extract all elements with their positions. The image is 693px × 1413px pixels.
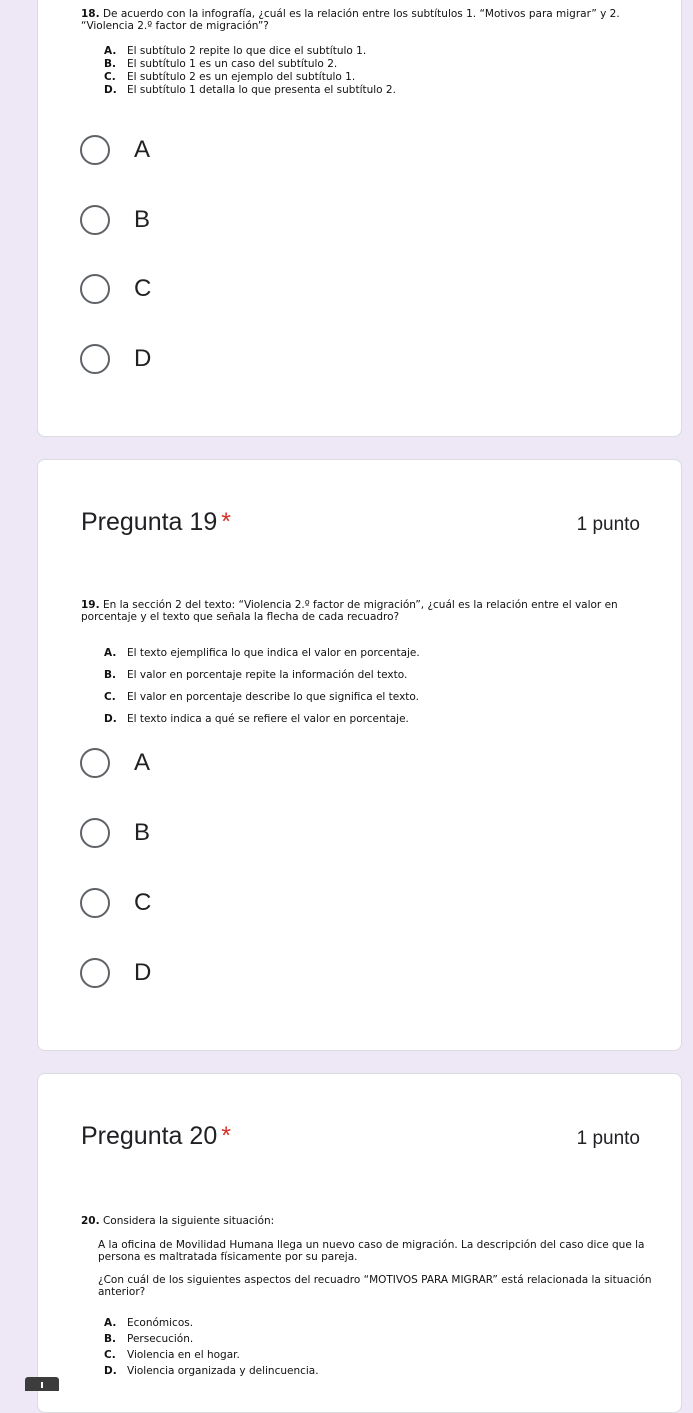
radio-button[interactable] bbox=[80, 748, 110, 778]
statement-d: D. El texto indica a qué se refiere el valor en porcentaje. bbox=[104, 713, 409, 725]
statement-a: A. El texto ejemplifica lo que indica el valor en porcentaje. bbox=[104, 647, 420, 659]
choice-label: C bbox=[134, 889, 152, 916]
radio-button[interactable] bbox=[80, 274, 110, 304]
question-19-points: 1 punto bbox=[576, 514, 640, 535]
question-20-question: ¿Con cuál de los siguientes aspectos del recuadro “MOTIVOS PARA MIGRAR” está relacionada la situación anterior? bbox=[98, 1274, 652, 1298]
question-20-card bbox=[37, 1073, 682, 1413]
q18-choice-b[interactable] bbox=[80, 205, 150, 235]
statement-d: D. Violencia organizada y delincuencia. bbox=[104, 1365, 319, 1377]
question-20-situation: A la oficina de Movilidad Humana llega un nuevo caso de migración. La descripción del caso dice que la persona es maltratada físicamente por su pareja. bbox=[98, 1239, 645, 1263]
statement-c: C. El subtítulo 2 es un ejemplo del subtítulo 1. bbox=[104, 71, 356, 83]
statement-b: B. El valor en porcentaje repite la información del texto. bbox=[104, 669, 408, 681]
choice-label: A bbox=[134, 136, 151, 163]
question-20-title: Pregunta 20 * bbox=[81, 1122, 231, 1150]
bottom-toolbar-handle[interactable] bbox=[25, 1377, 59, 1391]
q19-choice-a[interactable] bbox=[80, 748, 150, 778]
statement-b: B. Persecución. bbox=[104, 1333, 194, 1345]
radio-button[interactable] bbox=[80, 958, 110, 988]
choice-label: C bbox=[134, 275, 152, 302]
question-18-prompt: De acuerdo con la infografía, ¿cuál es la relación entre los subtítulos 1. “Motivos para migrar” y 2. “Violencia 2.º factor de migración”? bbox=[81, 8, 620, 32]
q18-choice-d[interactable] bbox=[80, 344, 151, 374]
q18-choice-c[interactable] bbox=[80, 274, 151, 304]
question-19-title: Pregunta 19 * bbox=[81, 508, 231, 536]
question-19-statements bbox=[104, 642, 420, 730]
choice-label: D bbox=[134, 959, 152, 986]
question-20-prompt: Considera la siguiente situación: bbox=[102, 1215, 275, 1227]
statement-c: C. El valor en porcentaje describe lo que significa el texto. bbox=[104, 691, 419, 703]
question-19-card bbox=[37, 459, 682, 1051]
question-18-text bbox=[81, 8, 671, 32]
question-20-text bbox=[81, 1215, 671, 1227]
statement-b: B. El subtítulo 1 es un caso del subtítulo 2. bbox=[104, 58, 338, 70]
statement-d: D. El subtítulo 1 detalla lo que presenta el subtítulo 2. bbox=[104, 84, 396, 96]
required-asterisk: * bbox=[221, 508, 231, 536]
statement-a: A. El subtítulo 2 repite lo que dice el subtítulo 1. bbox=[104, 45, 367, 57]
question-19-text bbox=[81, 599, 671, 623]
choice-label: B bbox=[134, 206, 151, 233]
q19-choice-b[interactable] bbox=[80, 818, 150, 848]
q19-choice-d[interactable] bbox=[80, 958, 151, 988]
q19-choice-c[interactable] bbox=[80, 888, 151, 918]
question-19-prompt: En la sección 2 del texto: “Violencia 2.º factor de migración”, ¿cuál es la relación entre el valor en porcentaje y el texto que señala la flecha de cada recuadro? bbox=[81, 599, 618, 623]
question-20-number: 20. bbox=[81, 1215, 100, 1227]
radio-button[interactable] bbox=[80, 818, 110, 848]
question-20-statements bbox=[104, 1315, 319, 1379]
question-19-number: 19. bbox=[81, 599, 100, 611]
required-asterisk: * bbox=[221, 1122, 231, 1150]
question-18-card bbox=[37, 0, 682, 437]
radio-button[interactable] bbox=[80, 135, 110, 165]
question-20-points: 1 punto bbox=[576, 1128, 640, 1149]
choice-label: B bbox=[134, 819, 151, 846]
radio-button[interactable] bbox=[80, 888, 110, 918]
statement-c: C. Violencia en el hogar. bbox=[104, 1349, 240, 1361]
question-18-number: 18. bbox=[81, 8, 100, 20]
radio-button[interactable] bbox=[80, 344, 110, 374]
choice-label: A bbox=[134, 749, 151, 776]
radio-button[interactable] bbox=[80, 205, 110, 235]
choice-label: D bbox=[134, 345, 152, 372]
question-18-statements bbox=[104, 43, 396, 98]
statement-a: A. Económicos. bbox=[104, 1317, 194, 1329]
q18-choice-a[interactable] bbox=[80, 135, 150, 165]
